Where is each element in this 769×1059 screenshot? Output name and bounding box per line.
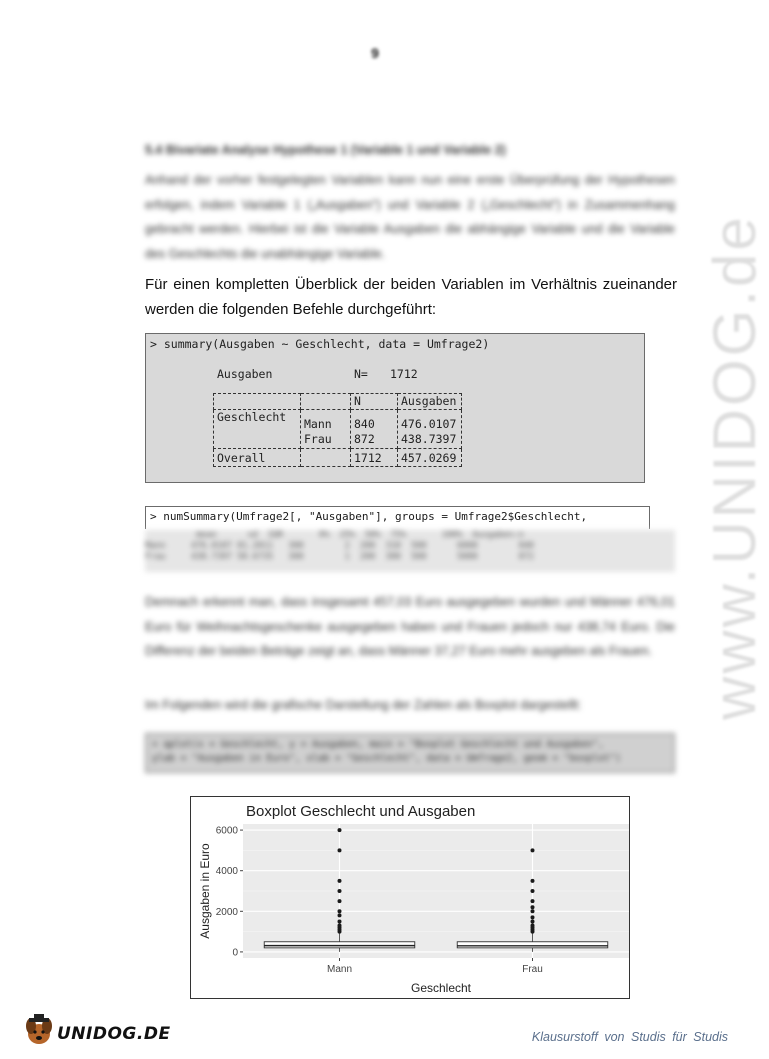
y-tick-label: 4000	[215, 866, 238, 878]
level-frau: Frau	[304, 432, 332, 446]
intro-paragraph: Anhand der vorher festgelegten Variablen kann nun eine erste Überprüfung der Hypothesen erfolgen, indem Variable 1 („Ausgaben") und Variable 2 („Geschlecht") in Zusammenhang gebracht werden. Hierbei ist die Variable Ausgaben die abhängige Variable und die Variable des Geschlechts die unabhängige Variable.	[145, 173, 675, 261]
footer-tagline: Klausurstoff von Studis für Studis	[531, 1030, 728, 1044]
outlier-point	[338, 930, 342, 934]
unidog-logo	[22, 1014, 171, 1050]
outlier-point	[531, 909, 535, 913]
overall-mean: 457.0269	[398, 449, 462, 467]
outlier-point	[338, 913, 342, 917]
following-paragraph: Im Folgenden wird die grafische Darstellung der Zahlen als Boxplot dargestellt:	[145, 698, 582, 712]
outlier-point	[531, 930, 535, 934]
y-axis-label: Ausgaben in Euro	[198, 843, 212, 939]
group-label: Geschlecht	[217, 410, 287, 424]
result-paragraph: Demnach erkennt man, dass insgesamt 457,03 Euro ausgegeben wurden und Männer 476,01 Euro für Weihnachtsgeschenke ausgegeben haben und Frauen jedoch nur 438,74 Euro. Die Differenz der beiden Beträge zeigt an, dass Männer 37,27 Euro mehr ausgeben als Frauen.	[145, 595, 675, 658]
table-row	[214, 410, 462, 449]
outlier-point	[338, 919, 342, 923]
mean-mann: 476.0107	[401, 417, 457, 431]
y-tick-label: 6000	[215, 825, 238, 837]
table-header-row	[214, 394, 462, 410]
outlier-point	[531, 905, 535, 909]
iqr-box	[264, 942, 415, 948]
n-value: 1712	[390, 367, 418, 381]
level-mann: Mann	[304, 417, 332, 431]
summary-command: > summary(Ausgaben ~ Geschlecht, data = Umfrage2)	[150, 337, 490, 351]
numsummary-header: mean sd IQR 0% 25% 50% 75% 100% Ausgaben:n	[145, 530, 524, 540]
outlier-point	[531, 899, 535, 903]
outlier-point	[338, 828, 342, 832]
outlier-point	[531, 889, 535, 893]
numsummary-row-frau: Frau 438.7397 58.6735 300 1 200 300 500 5000 872	[145, 552, 534, 562]
outlier-point	[531, 915, 535, 919]
qplot-line-1: > qplot(x = Geschlecht, y = Ausgaben, main = "Boxplot Geschlecht und Ausgaben",	[152, 739, 604, 750]
overview-paragraph: Für einen kompletten Überblick der beiden Variablen im Verhältnis zueinander werden die folgenden Befehle durchgeführt:	[145, 276, 677, 318]
header-ausgaben: Ausgaben	[398, 394, 462, 410]
variable-label: Ausgaben	[217, 367, 273, 381]
outlier-point	[338, 848, 342, 852]
outlier-point	[531, 848, 535, 852]
overall-n: 1712	[351, 449, 398, 467]
table-row-overall	[214, 449, 462, 467]
qplot-line-2: ylab = "Ausgaben in Euro", xlab = "Geschlecht", data = Umfrage2, geom = "boxplot")	[152, 753, 621, 764]
x-axis-label: Geschlecht	[410, 981, 472, 995]
outlier-point	[531, 879, 535, 883]
logo-text: UNIDOG.DE	[57, 1024, 171, 1044]
n-mann: 840	[354, 417, 375, 431]
outlier-point	[531, 919, 535, 923]
dog-icon	[22, 1014, 56, 1050]
outlier-point	[338, 879, 342, 883]
numsummary-row-mann: Mann 476.0107 81.2011 300 2 200 310 500 6000 840	[145, 541, 534, 551]
n-frau: 872	[354, 432, 375, 446]
chart-title: Boxplot Geschlecht und Ausgaben	[246, 803, 476, 820]
boxplot-svg	[191, 797, 629, 998]
n-label: N=	[354, 367, 368, 381]
overall-label: Overall	[214, 449, 301, 467]
x-tick-label-frau: Frau	[522, 964, 543, 975]
x-tick-label-mann: Mann	[326, 964, 353, 975]
section-heading: 5.4 Bivariate Analyse Hypothese 1 (Variable 1 und Variable 2)	[145, 143, 506, 157]
page-number: 9	[371, 45, 379, 61]
numsummary-output	[145, 530, 675, 572]
header-n: N	[351, 394, 398, 410]
numsummary-command: > numSummary(Umfrage2[, "Ausgaben"], groups = Umfrage2$Geschlecht,	[145, 506, 650, 529]
watermark-text: www.UNIDOG.de	[701, 214, 768, 720]
iqr-box	[457, 942, 608, 948]
summary-console-output	[145, 333, 645, 483]
outlier-point	[338, 899, 342, 903]
qplot-code-box	[145, 733, 675, 773]
mean-frau: 438.7397	[401, 432, 457, 446]
summary-table	[213, 393, 462, 467]
outlier-point	[338, 889, 342, 893]
outlier-point	[338, 909, 342, 913]
y-tick-label: 2000	[215, 906, 238, 918]
y-tick-label: 0	[232, 947, 238, 959]
boxplot-figure	[190, 796, 630, 999]
